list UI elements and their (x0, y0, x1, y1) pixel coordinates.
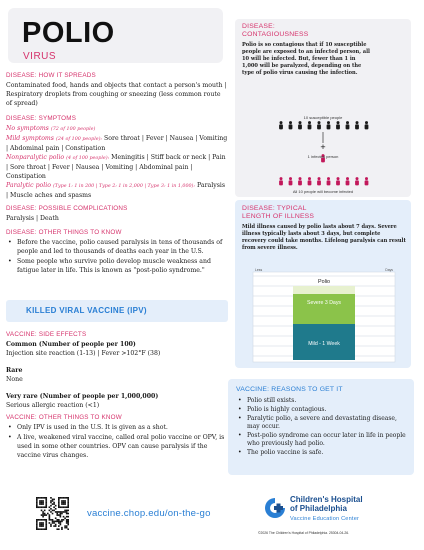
person-icon (346, 177, 350, 185)
spreads-text: Contaminated food, hands and objects that contact a person's mouth | Respiratory droplets from coughing or sneezing (less common route of spread) (6, 82, 227, 107)
susceptible-people-row (279, 121, 368, 129)
complications-text: Paralysis | Death (6, 215, 59, 222)
person-icon (355, 121, 359, 129)
contagiousness-box (235, 19, 411, 197)
axis-label-right: Days (385, 268, 393, 272)
list-item: • Before the vaccine, polio caused paralysis in tens of thousands of people and led to thousands of deaths each year in the U.S. (6, 238, 228, 256)
chop-logo-icon (263, 496, 287, 520)
complications-heading: DISEASE: POSSIBLE COMPLICATIONS (6, 205, 128, 212)
list-item: • A live, weakened viral vaccine, called oral polio vaccine or OPV, is used in some other countries. OPV can cause paralysis if the vaccine virus changes. (6, 433, 228, 460)
person-icon (279, 177, 283, 185)
person-icon (279, 121, 283, 129)
list-item: • Polio still exists. (236, 397, 410, 405)
symptom-nonparalytic-text: Meningitis | Stiff back or neck | Pain | Sore throat | Fever | Nausea | Vomiting | Abdominal pain | Constipation (6, 154, 226, 180)
symptom-mild (6, 134, 228, 153)
symptom-paralytic-note: (Type 1: 1 in 200 | Type 2: 1 in 2,000 | Type 3: 1 in 1,000): (52, 184, 196, 189)
contagiousness-heading-1: DISEASE: (242, 23, 275, 30)
graphic-title: Polio (318, 279, 330, 285)
left-column-vaccine (6, 327, 228, 461)
list-item: • Post-polio syndrome can occur later in life in people who previously had polio. (236, 432, 410, 449)
logo-line-3: Vaccine Education Center (290, 516, 360, 522)
other-vaccine-list (6, 423, 228, 460)
copyright-text: ©2026 The Children's Hospital of Philadelphia. 25304-04-26. (258, 531, 350, 535)
length-box (235, 200, 411, 368)
symptom-paralytic (6, 181, 228, 200)
title-box (8, 8, 223, 63)
logo-line-1: Children's Hospital (290, 495, 363, 504)
side-effects-very-rare-label: Very rare (Number of people per 1,000,000) (6, 393, 159, 400)
footer-url-link[interactable]: vaccine.chop.edu/on-the-go (87, 508, 211, 519)
length-heading-2: LENGTH OF ILLNESS (242, 213, 315, 220)
person-icon (289, 177, 293, 185)
page-subtitle: VIRUS (23, 51, 57, 62)
length-heading-1: DISEASE: TYPICAL (242, 205, 307, 212)
logo-line-2: of Philadelphia (290, 504, 347, 513)
label-all-infected: All 10 people will become infected (292, 189, 354, 194)
polio-column-top (293, 286, 355, 294)
symptom-none-label: No symptoms (6, 125, 49, 132)
side-effects-heading: VACCINE: SIDE EFFECTS (6, 331, 87, 338)
symptom-paralytic-text: Paralysis | Muscle aches and spasms (6, 182, 226, 199)
symptom-paralytic-label: Paralytic polio (6, 182, 51, 189)
vaccine-title: KILLED VIRAL VACCINE (IPV) (26, 306, 147, 315)
person-icon (289, 121, 293, 129)
severe-label: Severe 3 Days (306, 300, 342, 306)
spreads-heading: DISEASE: HOW IT SPREADS (6, 72, 96, 79)
person-icon (308, 177, 312, 185)
person-icon (298, 121, 302, 129)
person-icon (355, 177, 359, 185)
person-icon (298, 177, 302, 185)
person-icon (336, 121, 340, 129)
other-disease-heading: DISEASE: OTHER THINGS TO KNOW (6, 229, 122, 236)
vaccine-banner (6, 300, 228, 322)
list-item: • Polio is highly contagious. (236, 406, 410, 414)
other-disease-list (6, 238, 228, 275)
person-icon (327, 121, 331, 129)
list-item: • The polio vaccine is safe. (236, 449, 410, 457)
side-effects-very-rare-text: Serious allergic reaction (<1) (6, 402, 100, 409)
person-icon (365, 177, 369, 185)
symptom-nonparalytic (6, 153, 228, 181)
contagiousness-text: Polio is so contagious that if 10 susceptible people are exposed to an infected person, all 10 will be infected. But, fewer than 1 in 1,000 will be paralyzed, depending on the type of polio virus causing the infection. (242, 42, 370, 76)
person-icon (346, 121, 350, 129)
person-icon (327, 177, 331, 185)
illness-length-graphic (235, 266, 411, 366)
symptom-none (6, 124, 228, 134)
person-icon (365, 121, 369, 129)
reasons-heading: VACCINE: REASONS TO GET IT (236, 386, 343, 393)
infected-people-row (279, 177, 368, 185)
qr-code-icon[interactable] (36, 497, 69, 530)
symptom-mild-label: Mild symptoms (6, 135, 54, 142)
side-effects-common-text: Injection site reaction (1-13) | Fever >102°F (38) (6, 350, 161, 357)
side-effects-rare-text: None (6, 376, 23, 383)
side-effects-rare-label: Rare (6, 367, 23, 374)
symptoms-heading: DISEASE: SYMPTOMS (6, 115, 77, 122)
reasons-list (236, 397, 410, 458)
side-effects-common-label: Common (Number of people per 100) (6, 341, 136, 348)
list-item: • Only IPV is used in the U.S. It is given as a shot. (6, 423, 228, 432)
axis-label-left: Less (255, 268, 263, 272)
person-icon (317, 177, 321, 185)
severe-block (293, 294, 355, 324)
reasons-box (228, 379, 414, 475)
symptom-mild-text: Sore throat | Fever | Nausea | Vomiting | Abdominal pain | Constipation (6, 135, 228, 152)
symptom-nonparalytic-note: (4 of 100 people): (66, 156, 110, 161)
mild-label: Mild - 1 Week (308, 341, 340, 347)
person-icon (336, 177, 340, 185)
list-item: • Some people who survive polio develop muscle weakness and fatigue later in life. This is known as "post-polio syndrome." (6, 257, 228, 275)
symptom-nonparalytic-label: Nonparalytic polio (6, 154, 65, 161)
symptom-none-note: (72 of 100 people) (50, 127, 96, 132)
plus-sign: + (320, 142, 326, 152)
length-text: Mild illness caused by polio lasts about 7 days. Severe illness typically lasts about 3 days, but complete recovery could take months. Lifelong paralysis can result from severe illness. (242, 224, 406, 251)
person-icon (308, 121, 312, 129)
symptom-mild-note: (24 of 100 people): (55, 137, 103, 142)
label-susceptible: 10 susceptible people (303, 115, 343, 120)
list-item: • Paralytic polio, a severe and devastating disease, may occur. (236, 415, 410, 432)
page-title: POLIO (22, 17, 115, 49)
contagiousness-heading-2: CONTAGIOUSNESS (242, 31, 309, 38)
other-vaccine-heading: VACCINE: OTHER THINGS TO KNOW (6, 414, 122, 421)
person-icon (317, 121, 321, 129)
left-column (6, 68, 228, 276)
label-infected: 1 infected person (307, 154, 339, 159)
